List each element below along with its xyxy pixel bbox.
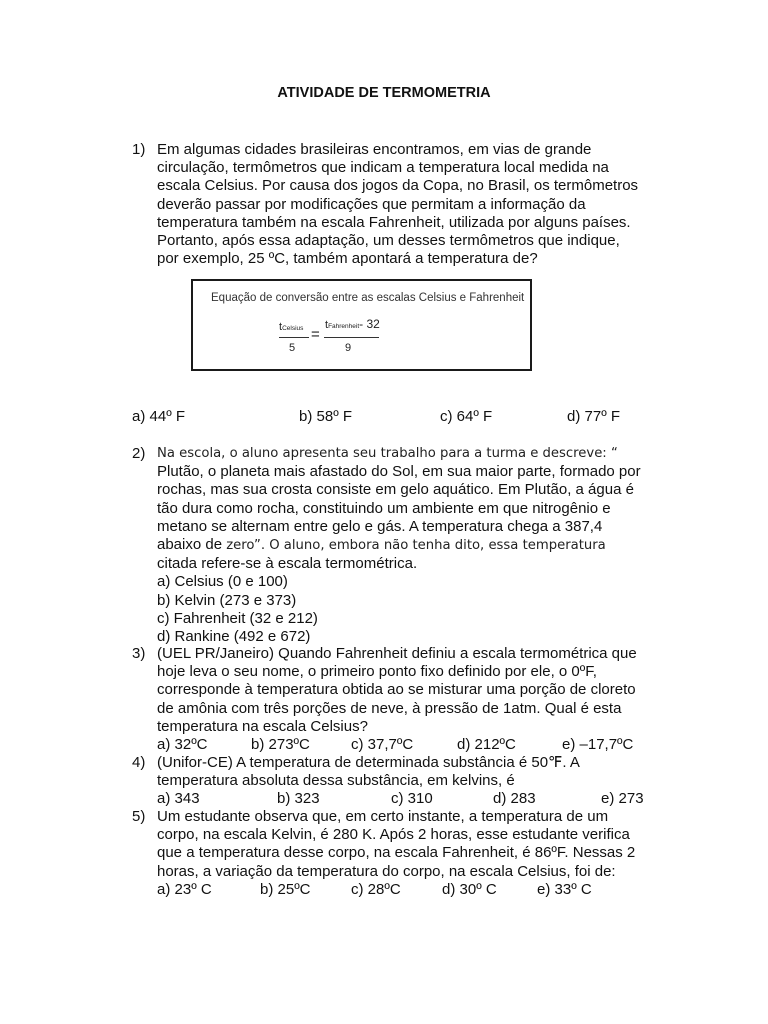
page-title: ATIVIDADE DE TERMOMETRIA bbox=[277, 85, 491, 101]
text-line: temperatura na escala Celsius? bbox=[157, 717, 368, 735]
question-2-number: 2) bbox=[132, 445, 146, 462]
text-segment: abaixo de bbox=[157, 536, 223, 554]
celsius-numerator bbox=[279, 321, 303, 333]
text-line: de amônia com três porções de neve, à pressão de 1atm. Qual é esta bbox=[157, 699, 622, 717]
q3-option-e: e) –17,7ºC bbox=[562, 736, 634, 753]
text-line: Em algumas cidades brasileiras encontramos, em vias de grande bbox=[157, 141, 592, 158]
text-line: (Unifor-CE) A temperatura de determinada substância é 50℉. A bbox=[157, 754, 580, 771]
text-line-mixed bbox=[157, 536, 657, 555]
q3-option-d: d) 212ºC bbox=[457, 736, 516, 753]
q4-option-e: e) 273 bbox=[601, 790, 644, 807]
celsius-fraction-bar bbox=[279, 337, 309, 338]
fahrenheit-subscript: Fahrenheit bbox=[328, 323, 360, 330]
text-line: corresponde à temperatura obtida ao se misturar uma porção de cloreto bbox=[157, 681, 636, 699]
q3-option-b: b) 273ºC bbox=[251, 736, 310, 753]
text-line: que a temperatura desse corpo, na escala Fahrenheit, é 86ºF. Nessas 2 bbox=[157, 844, 636, 862]
q5-option-b: b) 25ºC bbox=[260, 881, 311, 898]
q2-option-d: d) Rankine (492 e 672) bbox=[157, 628, 311, 646]
text-line: metano se alternam entre gelo e gás. A temperatura chega a 387,4 bbox=[157, 517, 603, 535]
fahrenheit-numerator bbox=[325, 317, 380, 331]
text-line: Portanto, após essa adaptação, um desses termômetros que indique, bbox=[157, 232, 620, 250]
text-line: Plutão, o planeta mais afastado do Sol, em sua maior parte, formado por bbox=[157, 463, 641, 481]
q2-option-c: c) Fahrenheit (32 e 212) bbox=[157, 609, 318, 627]
q3-option-a: a) 32ºC bbox=[157, 736, 208, 753]
q5-option-e: e) 33º C bbox=[537, 881, 592, 898]
fahrenheit-fraction-bar bbox=[324, 337, 379, 338]
q1-option-b: b) 58º F bbox=[299, 408, 352, 425]
equals-sign: = bbox=[311, 326, 320, 343]
q5-option-c: c) 28ºC bbox=[351, 881, 401, 898]
fahrenheit-minus: - 32 bbox=[359, 317, 380, 331]
text-segment-alt: zero”. O aluno, embora não tenha dito, essa temperatura bbox=[222, 538, 606, 554]
text-line: temperatura absoluta dessa substância, em kelvins, é bbox=[157, 772, 515, 790]
q1-option-d: d) 77º F bbox=[567, 408, 620, 425]
q2-option-a: a) Celsius (0 e 100) bbox=[157, 573, 288, 591]
text-line: deverão passar por modificações que permitam a informação da bbox=[157, 195, 586, 213]
q4-option-c: c) 310 bbox=[391, 790, 433, 807]
text-line: hoje leva o seu nome, o primeiro ponto fixo definido por ele, o 0ºF, bbox=[157, 663, 597, 681]
text-line: horas, a variação da temperatura do corpo, na escala Celsius, foi de: bbox=[157, 862, 616, 880]
text-line: rochas, mas sua crosta consiste em gelo aquático. Em Plutão, a água é bbox=[157, 481, 634, 499]
text-line: escala Celsius. Por causa dos jogos da Copa, no Brasil, os termômetros bbox=[157, 177, 639, 195]
q3-option-c: c) 37,7ºC bbox=[351, 736, 414, 753]
question-1-number: 1) bbox=[132, 141, 146, 158]
q4-option-d: d) 283 bbox=[493, 790, 536, 807]
question-5-text bbox=[157, 808, 657, 881]
conversion-equation-figure bbox=[191, 279, 532, 371]
q4-option-a: a) 343 bbox=[157, 790, 200, 807]
text-line: (UEL PR/Janeiro) Quando Fahrenheit definiu a escala termométrica que bbox=[157, 645, 637, 662]
question-4-text bbox=[157, 754, 657, 790]
q1-option-c: c) 64º F bbox=[440, 408, 493, 425]
fahrenheit-denominator: 9 bbox=[345, 342, 352, 354]
q2-option-b: b) Kelvin (273 e 373) bbox=[157, 591, 297, 609]
fahrenheit-t: t bbox=[325, 319, 329, 331]
q4-option-b: b) 323 bbox=[277, 790, 320, 807]
text-line: por exemplo, 25 ºC, também apontará a temperatura de? bbox=[157, 250, 538, 268]
text-line: circulação, termômetros que indicam a temperatura local medida na bbox=[157, 159, 609, 177]
figure-title: Equação de conversão entre as escalas Celsius e Fahrenheit bbox=[211, 292, 525, 304]
text-line: corpo, na escala Kelvin, é 280 K. Após 2 horas, esse estudante verifica bbox=[157, 826, 630, 844]
celsius-denominator: 5 bbox=[289, 342, 296, 354]
q5-option-d: d) 30º C bbox=[442, 881, 497, 898]
text-line: temperatura também na escala Fahrenheit, utilizada por alguns países. bbox=[157, 213, 631, 231]
text-line: citada refere-se à escala termométrica. bbox=[157, 555, 418, 573]
text-line: Um estudante observa que, em certo instante, a temperatura de um bbox=[157, 808, 609, 825]
question-5-number: 5) bbox=[132, 808, 146, 825]
question-1-text bbox=[157, 141, 657, 268]
text-line: tão dura como rocha, constituindo um ambiente em que nitrogênio e bbox=[157, 499, 611, 517]
q5-option-a: a) 23º C bbox=[157, 881, 212, 898]
text-line: Na escola, o aluno apresenta seu trabalho para a turma e descreve: “ bbox=[157, 446, 618, 461]
celsius-t: t bbox=[279, 321, 283, 333]
question-3-text bbox=[157, 645, 657, 736]
celsius-subscript: Celsius bbox=[282, 325, 304, 332]
question-2-text bbox=[157, 445, 657, 646]
question-3-number: 3) bbox=[132, 645, 146, 662]
q1-option-a: a) 44º F bbox=[132, 408, 185, 425]
question-4-number: 4) bbox=[132, 754, 146, 771]
